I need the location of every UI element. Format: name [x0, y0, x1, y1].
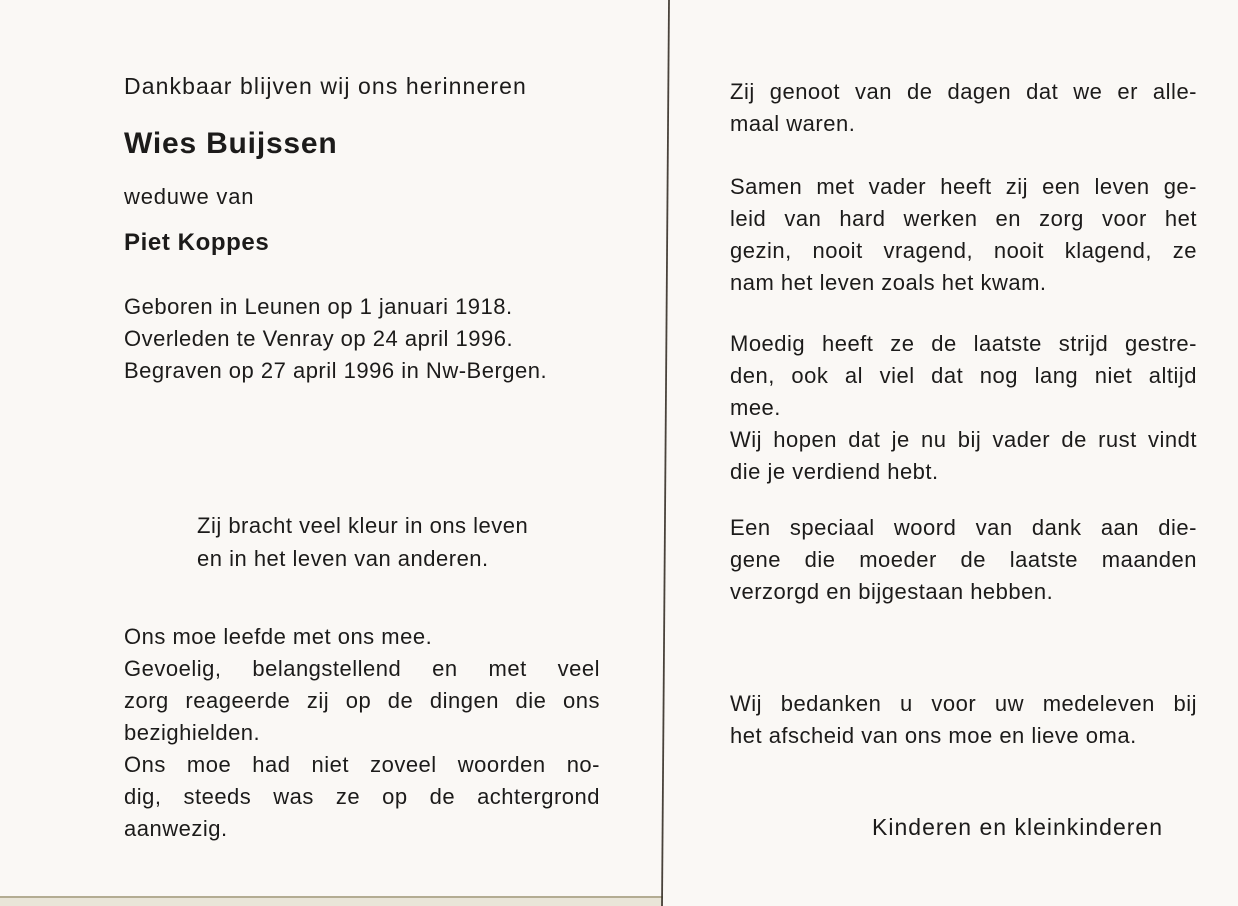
memory-paragraph [124, 621, 600, 845]
text-line: Wij hopen dat je nu bij vader de rust vindt [730, 427, 1197, 452]
relation-label: weduwe van [124, 184, 255, 209]
text-line: Een speciaal woord van dank aan die- [730, 515, 1197, 540]
signature-line: Kinderen en kleinkinderen [872, 814, 1163, 840]
text-line: bezighielden. [124, 720, 261, 745]
text-line: Gevoelig, belangstellend en met veel [124, 656, 600, 681]
text-line: zorg reageerde zij op de dingen die ons [124, 688, 600, 713]
text-line: mee. [730, 395, 781, 420]
text-line: den, ook al viel dat nog lang niet altijd [730, 363, 1197, 388]
paragraph-3 [730, 328, 1197, 488]
paragraph-5 [730, 688, 1197, 752]
text-line: Geboren in Leunen op 1 januari 1918. [124, 294, 513, 319]
paragraph-2 [730, 171, 1197, 299]
paragraph-1 [730, 76, 1197, 140]
text-line: dig, steeds was ze op de achtergrond [124, 784, 600, 809]
text-line: Overleden te Venray op 24 april 1996. [124, 326, 514, 351]
text-line: Zij genoot van de dagen dat we er alle- [730, 79, 1197, 104]
life-dates-block [124, 291, 604, 387]
paragraph-4 [730, 512, 1197, 608]
quote-block [197, 509, 617, 575]
text-line: Wij bedanken u voor uw medeleven bij [730, 691, 1197, 716]
text-line: maal waren. [730, 111, 856, 136]
text-line: en in het leven van anderen. [197, 546, 489, 571]
deceased-name: Wies Buijssen [124, 127, 338, 160]
text-line: het afscheid van ons moe en lieve oma. [730, 723, 1137, 748]
text-line: gezin, nooit vragend, nooit klagend, ze [730, 238, 1197, 263]
text-line: die je verdiend hebt. [730, 459, 939, 484]
intro-line: Dankbaar blijven wij ons herinneren [124, 73, 527, 99]
text-line: Moedig heeft ze de laatste strijd gestre- [730, 331, 1197, 356]
text-line: nam het leven zoals het kwam. [730, 270, 1047, 295]
right-page [665, 0, 1238, 906]
text-line: Samen met vader heeft zij een leven ge- [730, 174, 1197, 199]
spouse-name: Piet Koppes [124, 229, 270, 256]
text-line: Begraven op 27 april 1996 in Nw-Bergen. [124, 358, 548, 383]
text-line: gene die moeder de laatste maanden [730, 547, 1197, 572]
card-bottom-edge [0, 896, 663, 906]
text-line: aanwezig. [124, 816, 228, 841]
text-line: Zij bracht veel kleur in ons leven [197, 513, 529, 538]
text-line: Ons moe leefde met ons mee. [124, 624, 433, 649]
text-line: Ons moe had niet zoveel woorden no- [124, 752, 600, 777]
text-line: verzorgd en bijgestaan hebben. [730, 579, 1054, 604]
text-line: leid van hard werken en zorg voor het [730, 206, 1197, 231]
